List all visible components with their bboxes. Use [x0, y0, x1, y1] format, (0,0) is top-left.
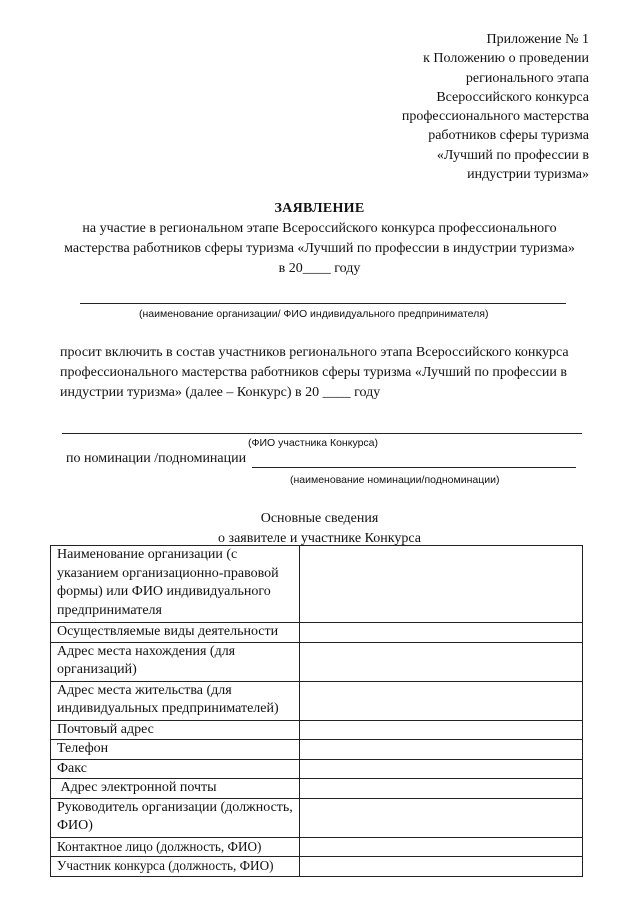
table-row [51, 740, 583, 760]
appendix-line: регионального этапа [465, 70, 589, 86]
table-value-cell[interactable] [299, 681, 582, 720]
appendix-line: Всероссийского конкурса [436, 89, 589, 105]
table-row [51, 642, 583, 681]
table-value-cell[interactable] [299, 857, 582, 877]
organization-caption: (наименование организации/ ФИО индивидуального предпринимателя) [139, 308, 489, 320]
table-row [51, 837, 583, 857]
table-label-cell: Осуществляемые виды деятельности [51, 623, 300, 643]
table-value-cell[interactable] [299, 798, 582, 837]
table-label-cell: Почтовый адрес [51, 720, 300, 740]
participant-caption: (ФИО участника Конкурса) [248, 437, 378, 449]
table-label-cell: Факс [51, 759, 300, 779]
table-label-cell: Руководитель организации (должность, ФИО) [51, 798, 300, 837]
appendix-header [349, 30, 589, 184]
participant-fill-line[interactable] [62, 433, 582, 434]
table-row [51, 546, 583, 623]
appendix-line: индустрии туризма» [467, 167, 589, 183]
document-subtitle [0, 219, 639, 279]
table-label-cell: Наименование организации (с указанием организационно-правовой формы) или ФИО индивидуального предпринимателя [51, 546, 300, 623]
table-label-cell: Телефон [51, 740, 300, 760]
table-row [51, 759, 583, 779]
appendix-line: Приложение № 1 [486, 32, 589, 47]
nomination-label: по номинации /подноминации [66, 451, 247, 466]
table-value-cell[interactable] [299, 642, 582, 681]
table-value-cell[interactable] [299, 740, 582, 760]
table-value-cell[interactable] [299, 720, 582, 740]
section-heading-line: Основные сведения [260, 511, 379, 526]
table-row [51, 623, 583, 643]
subtitle-line: мастерства работников сферы туризма «Лучший по профессии в индустрии туризма» [64, 241, 575, 256]
table-label-cell: Адрес электронной почты [51, 779, 300, 799]
table-row [51, 857, 583, 877]
table-value-cell[interactable] [299, 623, 582, 643]
table-value-cell[interactable] [299, 779, 582, 799]
document-title: ЗАЯВЛЕНИЕ [274, 201, 365, 216]
table-label-cell: Адрес места жительства (для индивидуальных предпринимателей) [51, 681, 300, 720]
table-label-cell: Адрес места нахождения (для организаций) [51, 642, 300, 681]
request-line: просит включить в состав участников регионального этапа Всероссийского конкурса [60, 345, 569, 360]
table-value-cell[interactable] [299, 759, 582, 779]
request-line: профессионального мастерства работников сферы туризма «Лучший по профессии в [60, 365, 567, 380]
table-row [51, 798, 583, 837]
table-row [51, 720, 583, 740]
table-label-cell: Контактное лицо (должность, ФИО) [51, 837, 300, 857]
organization-fill-line[interactable] [80, 303, 566, 304]
appendix-line: работников сферы туризма [428, 128, 589, 144]
table-row [51, 681, 583, 720]
appendix-line: «Лучший по профессии в [436, 147, 589, 163]
subtitle-line: в 20____ году [278, 261, 361, 276]
nomination-caption: (наименование номинации/подноминации) [290, 474, 500, 486]
request-line: индустрии туризма» (далее – Конкурс) в 20 ____ году [60, 385, 381, 400]
table-value-cell[interactable] [299, 546, 582, 623]
table-label-cell: Участник конкурса (должность, ФИО) [51, 857, 300, 877]
appendix-line: профессионального мастерства [401, 109, 589, 125]
table-value-cell[interactable] [299, 837, 582, 857]
appendix-line: к Положению о проведении [423, 51, 589, 67]
request-paragraph [60, 343, 600, 403]
section-heading-line: о заявителе и участнике Конкурса [218, 531, 421, 546]
section-heading [0, 509, 639, 549]
applicant-info-table [50, 545, 583, 877]
nomination-fill-line[interactable] [252, 467, 576, 468]
table-row [51, 779, 583, 799]
subtitle-line: на участие в региональном этапе Всероссийского конкурса профессионального [82, 221, 557, 236]
